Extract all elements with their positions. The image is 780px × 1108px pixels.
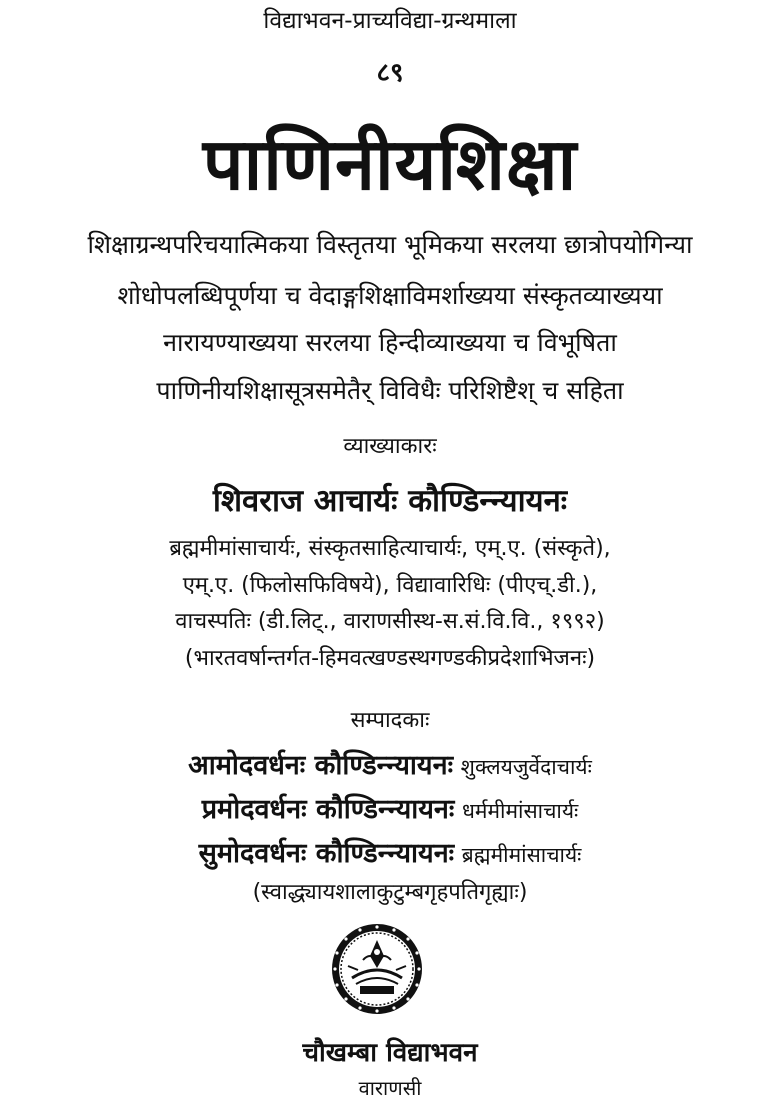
editor-title: ब्रह्ममीमांसाचार्यः <box>461 843 582 867</box>
editor-line <box>0 840 780 867</box>
editor-line <box>0 752 780 779</box>
editor-title: शुक्लयजुर्वेदाचार्यः <box>460 755 592 779</box>
description-line: नारायण्याख्यया सरलया हिन्दीव्याख्यया च विभूषिता <box>163 328 617 357</box>
qualification-line: ब्रह्ममीमांसाचार्यः, संस्कृतसाहित्याचार्यः, एम्.ए. (संस्कृते), <box>169 536 611 561</box>
description-line: शोधोपलब्धिपूर्णया च वेदाङ्गशिक्षाविमर्शाख्यया संस्कृतव्याख्यया <box>117 281 663 310</box>
editor-title: धर्ममीमांसाचार्यः <box>462 799 579 823</box>
qualification-line: (भारतवर्षान्तर्गत-हिमवत्खण्डस्थगण्डकीप्रदेशाभिजनः) <box>184 646 596 671</box>
editor-line <box>0 796 780 823</box>
editors-label: सम्पादकाः <box>350 708 430 733</box>
publisher-name: चौखम्बा विद्याभवन <box>302 1038 478 1068</box>
editor-name: प्रमोदवर्धनः कौण्डिन्न्यायनः <box>201 794 455 825</box>
commentator-label: व्याख्याकारः <box>343 434 437 459</box>
book-title: पाणिनीयशिक्षा <box>202 122 578 206</box>
qualification-line: एम्.ए. (फिलोसफिविषये), विद्यावारिधिः (पीएच्.डी.), <box>182 573 598 598</box>
editors-affiliation: (स्वाद्ध्यायशालाकुटुम्बगृहपतिगृह्याः) <box>252 880 528 905</box>
editor-name: आमोदवर्धनः कौण्डिन्न्यायनः <box>188 750 454 781</box>
series-number: ८९ <box>376 58 404 88</box>
publisher-city: वाराणसी <box>358 1076 422 1100</box>
editor-name: सुमोदवर्धनः कौण्डिन्न्यायनः <box>198 838 455 869</box>
series-name: विद्याभवन-प्राच्यविद्या-ग्रन्थमाला <box>263 8 517 34</box>
qualification-line: वाचस्पतिः (डी.लिट्., वाराणसीस्थ-स.सं.वि.वि., १९९२) <box>175 609 605 634</box>
author-name: शिवराज आचार्यः कौण्डिन्न्यायनः <box>212 483 568 519</box>
publisher-seal-icon <box>330 922 424 1016</box>
description-line: पाणिनीयशिक्षासूत्रसमेतैर् विविधैः परिशिष्टैश् च सहिता <box>156 376 624 405</box>
description-line: शिक्षाग्रन्थपरिचयात्मिकया विस्तृतया भूमिकया सरलया छात्रोपयोगिन्या <box>87 230 693 259</box>
